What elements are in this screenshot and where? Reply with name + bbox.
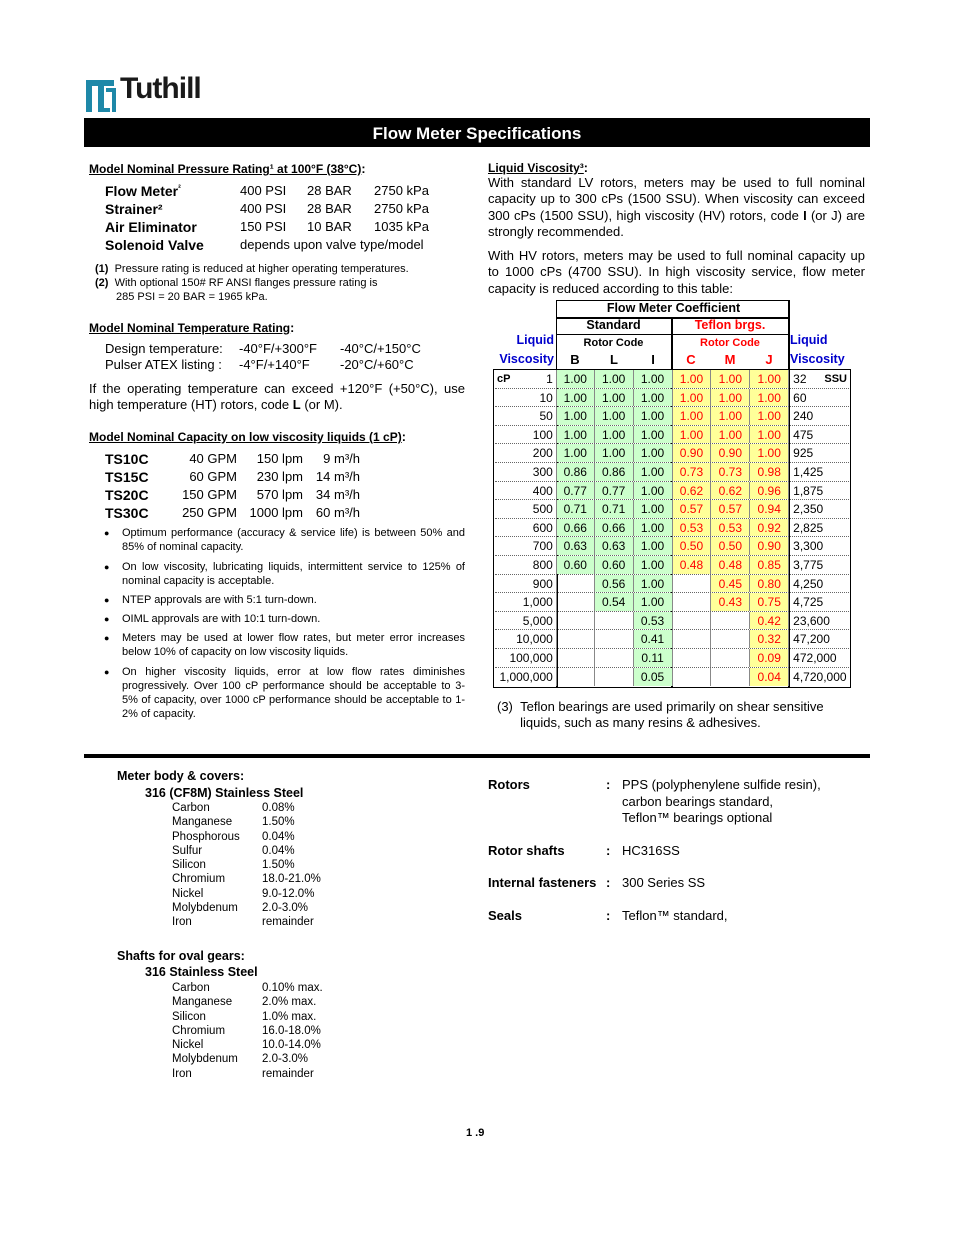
coefficient-row [495, 426, 849, 445]
coefficient-cell: 1.00 [594, 370, 633, 388]
coefficient-cell [710, 630, 749, 648]
temperature-note: If the operating temperature can exceed +120°F (+50°C), use high temperature (HT) rotors, code L (or M). [89, 381, 465, 412]
ssu-value: 1,425 [788, 463, 849, 481]
coefficient-cell: 0.60 [556, 556, 594, 574]
coefficient-cell [672, 668, 711, 687]
coefficient-table-body [495, 370, 849, 686]
body-composition [172, 801, 321, 930]
coefficient-cell: 0.86 [594, 463, 633, 481]
coefficient-row [495, 444, 849, 463]
capacity-bullet: ● NTEP approvals are with 5:1 turn-down. [104, 594, 317, 606]
code-label: M [724, 352, 736, 367]
ssu-value: 4,720,000 [788, 668, 849, 687]
coefficient-cell: 1.00 [556, 426, 594, 444]
composition-row: Sulfur 0.04% [172, 844, 295, 857]
coefficient-cell: 0.53 [672, 519, 711, 537]
coefficient-cell [672, 593, 711, 611]
coefficient-cell: 1.00 [672, 407, 711, 425]
coefficient-cell [556, 612, 594, 630]
coefficient-cell: 0.66 [556, 519, 594, 537]
brand-name: Tuthill [120, 72, 201, 105]
coefficient-cell: 1.00 [633, 575, 672, 593]
code-label: C [686, 352, 696, 367]
ssu-value: 3,300 [788, 537, 849, 555]
coefficient-cell: 1.00 [556, 389, 594, 407]
coefficient-cell: 0.66 [594, 519, 633, 537]
coefficient-cell: 0.11 [633, 649, 672, 667]
coefficient-row [495, 463, 849, 482]
coefficient-cell: 1.00 [556, 444, 594, 462]
right-viscosity-label: Liquid Viscosity [790, 333, 845, 366]
body-material: 316 (CF8M) Stainless Steel [145, 786, 304, 800]
pressure-row: Strainer² 400 PSI 28 BAR 2750 kPa [105, 201, 429, 217]
coefficient-cell [710, 668, 749, 687]
ssu-value: 925 [788, 444, 849, 462]
coefficient-row [495, 500, 849, 519]
coefficient-cell: 0.63 [594, 537, 633, 555]
coefficient-cell: 1.00 [749, 370, 788, 388]
composition-row: Molybdenum 2.0-3.0% [172, 902, 309, 915]
material-item: Rotors : PPS (polyphenylene sulfide resin), carbon bearings standard, Teflon™ bearings optional [488, 777, 821, 825]
coefficient-cell: 0.86 [556, 463, 594, 481]
cp-value: 400 [532, 483, 553, 498]
coefficient-cell: 0.90 [749, 537, 788, 555]
coefficient-cell: 0.73 [710, 463, 749, 481]
capacity-bullet: ● On higher viscosity liquids, error at low flow rates diminishes progressively. Over 100 cP performance should be acceptable to 3-5% of capacity, over 1000 cP performance should be acceptable to 1-2% of capacity. [104, 666, 465, 720]
cp-unit-label: cP [497, 373, 511, 385]
cp-value: 900 [532, 576, 553, 591]
coefficient-cell: 1.00 [710, 389, 749, 407]
pressure-row: Solenoid Valve depends upon valve type/model [105, 237, 424, 253]
capacity-bullet: ● Optimum performance (accuracy & service life) is between 50% and 85% of nominal capacity. [104, 527, 465, 553]
coefficient-cell: 1.00 [749, 389, 788, 407]
ssu-value: 4,725 [788, 593, 849, 611]
section-divider [84, 754, 870, 758]
ssu-value: 60 [788, 389, 849, 407]
cp-value: 10 [539, 390, 553, 405]
composition-row: Nickel 9.0-12.0% [172, 887, 315, 900]
coefficient-cell: 1.00 [556, 407, 594, 425]
pressure-table [105, 183, 465, 255]
capacity-row: TS20C 150 GPM 570 lpm 34 m³/h [105, 487, 360, 503]
coefficient-row [495, 668, 849, 687]
composition-row: Silicon 1.0% max. [172, 1010, 317, 1023]
capacity-bullet: ● Meters may be used at lower flow rates, but meter error increases below 10% of capacity on low viscosity liquids. [104, 632, 465, 658]
coefficient-row [495, 537, 849, 556]
ssu-value: 2,825 [788, 519, 849, 537]
coefficient-cell: 1.00 [633, 500, 672, 518]
coefficient-row [495, 593, 849, 612]
cp-value: 1,000,000 [499, 669, 553, 684]
composition-row: Chromium 16.0-18.0% [172, 1024, 321, 1037]
coefficient-cell: 1.00 [633, 389, 672, 407]
cp-value: 5,000 [522, 613, 553, 628]
coefficient-cell: 0.77 [556, 482, 594, 500]
viscosity-paragraph-1: With standard LV rotors, meters may be used to full nominal capacity up to 300 cPs (1500 SSU). When viscosity can exceed 300 cPs (1500 SSU), high viscosity (HV) rotors, code I (or J) are strongly recommended. [488, 175, 866, 239]
coefficient-title: Flow Meter Coefficient [606, 301, 741, 315]
page-title: Flow Meter Specifications [84, 118, 870, 147]
composition-row: Iron remainder [172, 916, 314, 929]
shaft-material: 316 Stainless Steel [145, 965, 258, 979]
coefficient-cell: 0.75 [749, 593, 788, 611]
ssu-value: 475 [788, 426, 849, 444]
shaft-composition [172, 981, 323, 1081]
teflon-label: Teflon brgs. [694, 318, 766, 332]
coefficient-cell: 0.54 [594, 593, 633, 611]
coefficient-cell: 0.48 [710, 556, 749, 574]
ssu-value: 1,875 [788, 482, 849, 500]
coefficient-cell [672, 612, 711, 630]
coefficient-row [495, 630, 849, 649]
coefficient-cell: 0.62 [672, 482, 711, 500]
cp-value: 800 [532, 557, 553, 572]
coefficient-row [495, 575, 849, 594]
coefficient-cell: 1.00 [633, 444, 672, 462]
coefficient-cell: 1.00 [749, 444, 788, 462]
coefficient-cell: 1.00 [633, 537, 672, 555]
coefficient-cell: 0.94 [749, 500, 788, 518]
code-label: J [765, 352, 773, 367]
coefficient-cell: 1.00 [633, 407, 672, 425]
temperature-heading: Model Nominal Temperature Rating: [89, 321, 295, 335]
composition-row: Silicon 1.50% [172, 859, 295, 872]
ssu-value: 47,200 [788, 630, 849, 648]
coefficient-cell: 0.90 [672, 444, 711, 462]
standard-label: Standard [586, 318, 641, 332]
composition-row: Phosphorous 0.04% [172, 830, 295, 843]
composition-row: Carbon 0.10% max. [172, 982, 323, 994]
code-label: B [570, 352, 580, 367]
code-label: L [610, 352, 618, 367]
coefficient-cell: 0.62 [710, 482, 749, 500]
coefficient-cell: 1.00 [710, 370, 749, 388]
coefficient-cell [594, 649, 633, 667]
coefficient-cell [556, 649, 594, 667]
material-item: Rotor shafts : HC316SS [488, 843, 680, 858]
composition-row: Carbon 0.08% [172, 802, 295, 814]
cp-value: 200 [532, 446, 553, 461]
coefficient-cell: 1.00 [594, 426, 633, 444]
coefficient-cell: 1.00 [749, 407, 788, 425]
cp-value: 300 [532, 464, 553, 479]
left-viscosity-label: Liquid Viscosity [499, 333, 554, 366]
viscosity-heading: Liquid Viscosity³: [488, 161, 588, 175]
pressure-notes: (1) Pressure rating is reduced at higher operating temperatures. (2) With optional 150# RF ANSI flanges pressure rating is 285 PSI = 20 BAR = 1965 kPa. [95, 263, 409, 303]
coefficient-cell [556, 668, 594, 687]
cp-value: 100,000 [509, 650, 553, 665]
coefficient-cell: 1.00 [594, 444, 633, 462]
coefficient-cell: 0.45 [710, 575, 749, 593]
tuthill-logo-icon [84, 72, 118, 112]
ssu-value: 240 [788, 407, 849, 425]
coefficient-cell [710, 612, 749, 630]
coefficient-cell: 0.71 [556, 500, 594, 518]
material-item: Internal fasteners : 300 Series SS [488, 875, 706, 890]
coefficient-cell: 0.71 [594, 500, 633, 518]
ssu-value: 472,000 [788, 649, 849, 667]
cp-value: 1,000 [522, 595, 553, 610]
cp-value: 700 [532, 539, 553, 554]
capacity-heading: Model Nominal Capacity on low viscosity liquids (1 cP): [89, 430, 406, 444]
coefficient-cell: 1.00 [672, 389, 711, 407]
coefficient-cell: 0.41 [633, 630, 672, 648]
coefficient-cell: 0.32 [749, 630, 788, 648]
coefficient-cell: 1.00 [633, 593, 672, 611]
capacity-row: TS10C 40 GPM 150 lpm 9 m³/h [105, 451, 360, 467]
coefficient-row [495, 407, 849, 426]
coefficient-cell: 0.63 [556, 537, 594, 555]
cp-value: 500 [532, 502, 553, 517]
coefficient-row [495, 482, 849, 501]
coefficient-cell: 0.04 [749, 668, 788, 687]
composition-row: Iron remainder [172, 1067, 314, 1080]
coefficient-cell: 1.00 [633, 463, 672, 481]
composition-row: Molybdenum 2.0-3.0% [172, 1053, 309, 1066]
coefficient-cell: 1.00 [672, 426, 711, 444]
coefficient-cell [594, 668, 633, 687]
capacity-row: TS15C 60 GPM 230 lpm 14 m³/h [105, 469, 360, 485]
coefficient-cell: 0.09 [749, 649, 788, 667]
coefficient-cell: 0.90 [710, 444, 749, 462]
coefficient-cell: 1.00 [633, 370, 672, 388]
cp-value: 600 [532, 520, 553, 535]
coefficient-cell [594, 630, 633, 648]
coefficient-cell: 0.96 [749, 482, 788, 500]
composition-row: Chromium 18.0-21.0% [172, 873, 321, 886]
coefficient-cell [672, 649, 711, 667]
coefficient-cell: 0.92 [749, 519, 788, 537]
materials-list [488, 777, 868, 928]
coefficient-cell: 1.00 [556, 370, 594, 388]
coefficient-cell: 0.05 [633, 668, 672, 687]
coefficient-cell: 1.00 [710, 407, 749, 425]
ssu-value: 3,775 [788, 556, 849, 574]
coefficient-row [495, 649, 849, 668]
coefficient-row [495, 519, 849, 538]
tuthill-logo [84, 72, 244, 116]
coefficient-cell: 0.50 [672, 537, 711, 555]
coefficient-cell: 0.85 [749, 556, 788, 574]
shaft-heading: Shafts for oval gears: [117, 949, 245, 963]
pressure-row: Flow Meter$^{^2}$ 400 PSI 28 BAR 2750 kPa [105, 183, 429, 199]
coefficient-cell: 0.56 [594, 575, 633, 593]
coefficient-cell: 0.42 [749, 612, 788, 630]
coefficient-cell: 0.98 [749, 463, 788, 481]
capacity-bullet: ● OIML approvals are with 10:1 turn-down. [104, 613, 321, 625]
coefficient-cell: 0.80 [749, 575, 788, 593]
cp-value: cP 1 [495, 370, 556, 388]
pressure-row: Air Eliminator 150 PSI 10 BAR 1035 kPa [105, 219, 429, 235]
rotor-code-teflon: Rotor Code [700, 337, 760, 349]
coefficient-cell: 0.57 [672, 500, 711, 518]
coefficient-cell: 1.00 [594, 389, 633, 407]
coefficient-cell [594, 612, 633, 630]
coefficient-cell: 0.57 [710, 500, 749, 518]
header-divider [556, 334, 790, 335]
coefficient-cell [556, 575, 594, 593]
composition-row: Manganese 1.50% [172, 816, 295, 829]
ssu-value: 4,250 [788, 575, 849, 593]
composition-row: Manganese 2.0% max. [172, 996, 317, 1009]
coefficient-cell: 0.53 [710, 519, 749, 537]
cp-value: 50 [539, 409, 553, 424]
coefficient-cell: 1.00 [633, 482, 672, 500]
coefficient-cell: 0.48 [672, 556, 711, 574]
rotor-code-standard: Rotor Code [583, 337, 644, 349]
pressure-heading: Model Nominal Pressure Rating¹ at 100°F (38°C): [89, 162, 366, 176]
cp-value: 100 [532, 427, 553, 442]
body-heading: Meter body & covers: [117, 769, 245, 783]
coefficient-cell [672, 630, 711, 648]
coefficient-cell: 1.00 [633, 519, 672, 537]
capacity-row: TS30C 250 GPM 1000 lpm 60 m³/h [105, 505, 360, 521]
composition-row: Nickel 10.0-14.0% [172, 1039, 321, 1052]
ssu-unit-label: SSU [824, 373, 847, 385]
coefficient-cell [710, 649, 749, 667]
ssu-value: 23,600 [788, 612, 849, 630]
coefficient-row [495, 612, 849, 631]
code-label: I [651, 352, 655, 367]
coefficient-cell: 1.00 [633, 556, 672, 574]
coefficient-cell: 0.60 [594, 556, 633, 574]
coefficient-cell: 1.00 [633, 426, 672, 444]
capacity-table [105, 451, 465, 523]
coefficient-cell: 0.73 [672, 463, 711, 481]
coefficient-cell: 1.00 [749, 426, 788, 444]
page-number: 1 .9 [466, 1127, 485, 1139]
coefficient-cell: 1.00 [710, 426, 749, 444]
coefficient-cell [556, 630, 594, 648]
ssu-value: 32 SSU [788, 370, 849, 388]
coefficient-cell: 0.43 [710, 593, 749, 611]
temperature-values: Design temperature: -40°F/+300°F -40°C/+150°C Pulser ATEX listing : -4°F/+140°F -20°C/+60°C [105, 341, 421, 372]
coefficient-cell [672, 575, 711, 593]
coefficient-cell: 0.77 [594, 482, 633, 500]
cp-value: 10,000 [516, 632, 553, 647]
coefficient-row [495, 556, 849, 575]
coefficient-cell: 1.00 [594, 407, 633, 425]
ssu-value: 2,350 [788, 500, 849, 518]
coefficient-cell [556, 593, 594, 611]
coefficient-row [495, 389, 849, 408]
table-footnote: (3) Teflon bearings are used primarily on shear sensitive liquids, such as many resins & adhesives. [497, 699, 824, 730]
material-item: Seals : Teflon™ standard, [488, 908, 728, 923]
capacity-bullet: ● On low viscosity, lubricating liquids, intermittent service to 125% of nominal capacity is acceptable. [104, 561, 465, 587]
viscosity-paragraph-2: With HV rotors, meters may be used to full nominal capacity up to 1000 cPs (4700 SSU). In high viscosity service, flow meter capacity is reduced according to this table: [488, 248, 865, 296]
coefficient-cell: 1.00 [672, 370, 711, 388]
coefficient-cell: 0.50 [710, 537, 749, 555]
coefficient-cell: 0.53 [633, 612, 672, 630]
coefficient-row [495, 370, 849, 389]
